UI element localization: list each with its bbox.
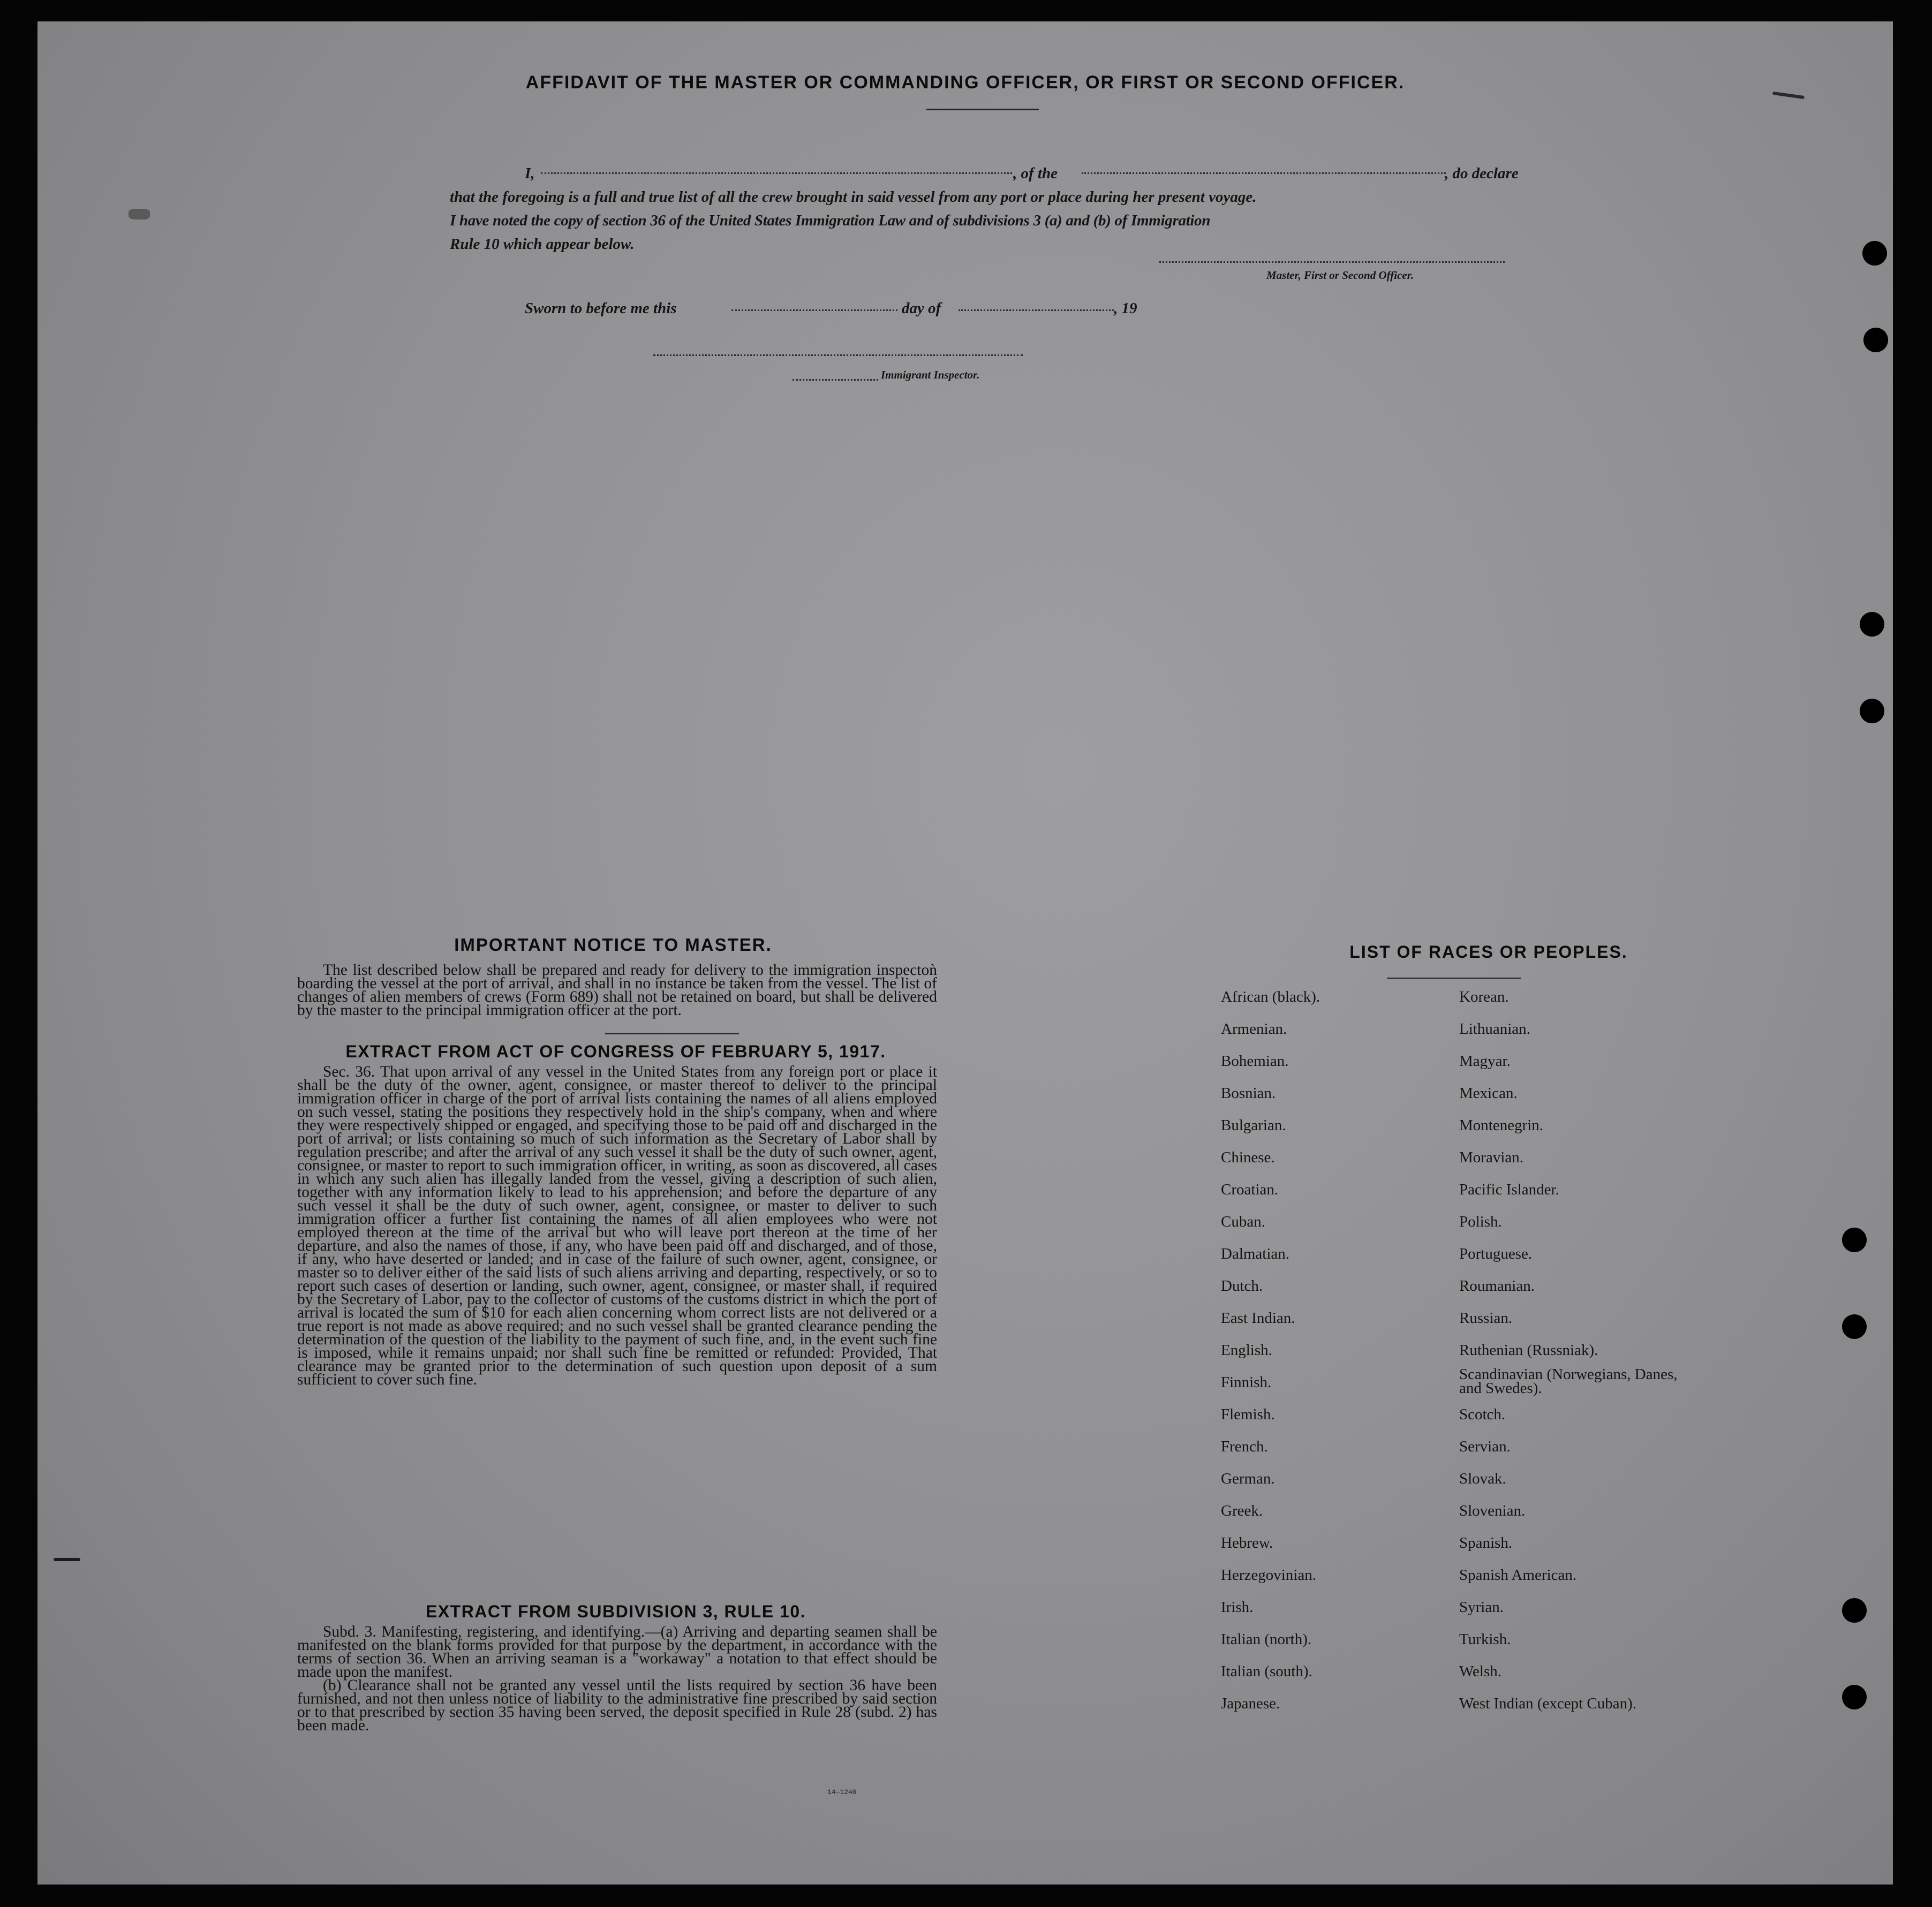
punch-hole (1842, 1598, 1867, 1623)
scan-mark (54, 1558, 80, 1561)
race-item: Greek. (1221, 1502, 1263, 1519)
race-item: Armenian. (1221, 1020, 1287, 1038)
affidavit-line1-of: , of the (1013, 165, 1058, 182)
scan-mark (129, 209, 150, 220)
form-number: 14—1240 (827, 1788, 857, 1796)
extract-act-title: EXTRACT FROM ACT OF CONGRESS OF FEBRUARY 5, 1917. (345, 1042, 886, 1061)
race-item: Roumanian. (1459, 1277, 1535, 1295)
notice-title: IMPORTANT NOTICE TO MASTER. (454, 935, 772, 955)
race-item: Syrian. (1459, 1599, 1504, 1616)
race-item: Polish. (1459, 1213, 1502, 1230)
race-item: Herzegovinian. (1221, 1567, 1316, 1584)
race-item: German. (1221, 1470, 1275, 1487)
race-item: Pacific Islander. (1459, 1181, 1559, 1198)
punch-hole (1842, 1685, 1867, 1709)
race-item: Italian (north). (1221, 1631, 1312, 1648)
race-item: Slovak. (1459, 1470, 1506, 1487)
race-item: Bulgarian. (1221, 1117, 1286, 1134)
affidavit-line2: that the foregoing is a full and true list of all the crew brought in said vessel from any port or place during her present voyage. (450, 188, 1257, 206)
race-item: Portuguese. (1459, 1245, 1533, 1262)
punch-hole (1860, 612, 1884, 637)
race-item: Korean. (1459, 988, 1509, 1005)
race-item: Mexican. (1459, 1085, 1518, 1102)
race-item: Finnish. (1221, 1374, 1272, 1391)
affidavit-line1-declare: , do declare (1445, 165, 1519, 182)
vessel-blank (1082, 172, 1446, 174)
race-item: Lithuanian. (1459, 1020, 1530, 1038)
race-item: Scotch. (1459, 1406, 1506, 1423)
race-item: English. (1221, 1342, 1272, 1359)
name-blank (541, 172, 1012, 174)
race-item: Dalmatian. (1221, 1245, 1290, 1262)
race-item: Spanish American. (1459, 1567, 1577, 1584)
races-divider (1387, 978, 1521, 979)
race-item: East Indian. (1221, 1310, 1295, 1327)
affidavit-line3: I have noted the copy of section 36 of the United States Immigration Law and of subdivisions 3 (a) and (b) of Immigration (450, 212, 1211, 229)
race-item: Servian. (1459, 1438, 1511, 1455)
affidavit-title: AFFIDAVIT OF THE MASTER OR COMMANDING OFFICER, OR FIRST OR SECOND OFFICER. (525, 72, 1405, 93)
extract-act-text (297, 1065, 937, 1387)
race-item: African (black). (1221, 988, 1320, 1005)
race-item: Slovenian. (1459, 1502, 1526, 1519)
race-item: Magyar. (1459, 1053, 1511, 1070)
inspector-prefix-blank (793, 379, 878, 381)
notice-text (297, 964, 937, 1017)
inspector-label: Immigrant Inspector. (881, 368, 980, 381)
notice-paragraph: The list described below shall be prepared and ready for delivery to the immigration inspectoǹ boarding the vessel at the port of arrival, and shall in no instance be taken from the vessel. The list of changes of alien members of crews (Form 689) shall not be retained on board, but shall be delivered by the master to the principal immigration officer at the port. (297, 962, 937, 1019)
punch-hole (1842, 1228, 1867, 1252)
month-blank (959, 309, 1114, 311)
race-item: Spanish. (1459, 1534, 1513, 1552)
rule-para-a: Subd. 3. Manifesting, registering, and identifying.—(a) Arriving and departing seamen shall be manifested on the blank forms provided for that purpose by the department, in accordance with the terms of section 36. When an arriving seaman is a "workaway" a notation to that effect should be made upon the manifest. (297, 1623, 937, 1681)
extract-rule-title: EXTRACT FROM SUBDIVISION 3, RULE 10. (425, 1602, 806, 1621)
race-item: Welsh. (1459, 1663, 1502, 1680)
sworn-year: , 19 (1114, 300, 1137, 317)
notice-divider (605, 1033, 739, 1034)
race-item: Dutch. (1221, 1277, 1263, 1295)
inspector-blank (653, 354, 1023, 356)
extract-rule-text (297, 1625, 937, 1732)
affidavit-line1-i: I, (525, 165, 535, 182)
race-item: Bohemian. (1221, 1053, 1289, 1070)
race-item: Russian. (1459, 1310, 1513, 1327)
sworn-prefix: Sworn to before me this (525, 300, 677, 317)
race-item: Turkish. (1459, 1631, 1511, 1648)
race-item: Chinese. (1221, 1149, 1275, 1166)
race-item: Montenegrin. (1459, 1117, 1544, 1134)
punch-hole (1862, 241, 1887, 266)
race-item: Irish. (1221, 1599, 1254, 1616)
race-item: Flemish. (1221, 1406, 1275, 1423)
race-item: Hebrew. (1221, 1534, 1273, 1552)
day-blank (731, 309, 897, 311)
signature-label: Master, First or Second Officer. (1266, 269, 1414, 282)
race-item: Moravian. (1459, 1149, 1523, 1166)
race-item: Scandinavian (Norwegians, Danes, and Swedes). (1459, 1366, 1678, 1397)
race-item: Croatian. (1221, 1181, 1279, 1198)
affidavit-line4: Rule 10 which appear below. (450, 236, 635, 253)
race-item: West Indian (except Cuban). (1459, 1695, 1637, 1712)
race-item: Bosnian. (1221, 1085, 1276, 1102)
race-item: Cuban. (1221, 1213, 1265, 1230)
race-item: Japanese. (1221, 1695, 1280, 1712)
punch-hole (1860, 699, 1884, 723)
race-item: Ruthenian (Russniak). (1459, 1342, 1598, 1359)
races-title: LIST OF RACES OR PEOPLES. (1349, 942, 1628, 962)
punch-hole (1842, 1314, 1867, 1339)
punch-hole (1863, 328, 1888, 352)
race-item: Italian (south). (1221, 1663, 1312, 1680)
title-divider (926, 109, 1039, 110)
signature-blank (1159, 261, 1505, 263)
section-36-paragraph: Sec. 36. That upon arrival of any vessel in the United States from any foreign port or place it shall be the duty of the owner, agent, consignee, or master thereof to deliver to the principal immigration officer in charge of the port of arrival lists containing the names of all aliens employed on such vessel, stating the positions they respectively hold in the ship's company, when and where they were respectively shipped or engaged, and specifying those to be paid off and discharged in the port of arrival; or lists containing so much of such information as the Secretary of Labor shall by regulation prescribe; and after the arrival of any such vessel it shall be the duty of such owner, agent, consignee, or master to report to such immigration officer, in writing, as soon as discovered, all cases in which any such alien has illegally landed from the vessel, giving a description of such alien, together with any information likely to lead to his apprehension; and before the departure of any such vessel it shall be the duty of such owner, agent, consignee, or master to deliver to such immigration officer a further list containing the names of all alien employees who were not employed thereon at the time of the arrival but who will leave port thereon at the time of her departure, and also the names of those, if any, who have been paid off and discharged, and of those, if any, who have deserted or landed; and in case of the failure of such owner, agent, consignee, or master so to deliver either of the said lists of such aliens arriving and departing, respectively, or so to report such cases of desertion or landing, such owner, agent, consignee, or master shall, if required by the Secretary of Labor, pay to the collector of customs of the customs district in which the port of arrival is located the sum of $10 for each alien concerning whom correct lists are not delivered or a true report is not made as above required; and no such vessel shall be granted clearance pending the determination of the question of the liability to the payment of such fine, and, in the event such fine is imposed, while it remains unpaid; nor shall such fine be remitted or refunded: Provided, That clearance may be granted prior to the determination of such question upon deposit of a sum sufficient to cover such fine. (297, 1063, 937, 1388)
race-item: French. (1221, 1438, 1268, 1455)
form-sheet (37, 21, 1893, 1885)
sworn-day: day of (902, 300, 941, 317)
rule-para-b: (b) Clearance shall not be granted any vessel until the lists required by section 36 have been furnished, and not then unless notice of liability to the administrative fine prescribed by said section or to that prescribed by section 35 having been served, the deposit specified in Rule 28 (subd. 2) has been made. (297, 1677, 937, 1734)
